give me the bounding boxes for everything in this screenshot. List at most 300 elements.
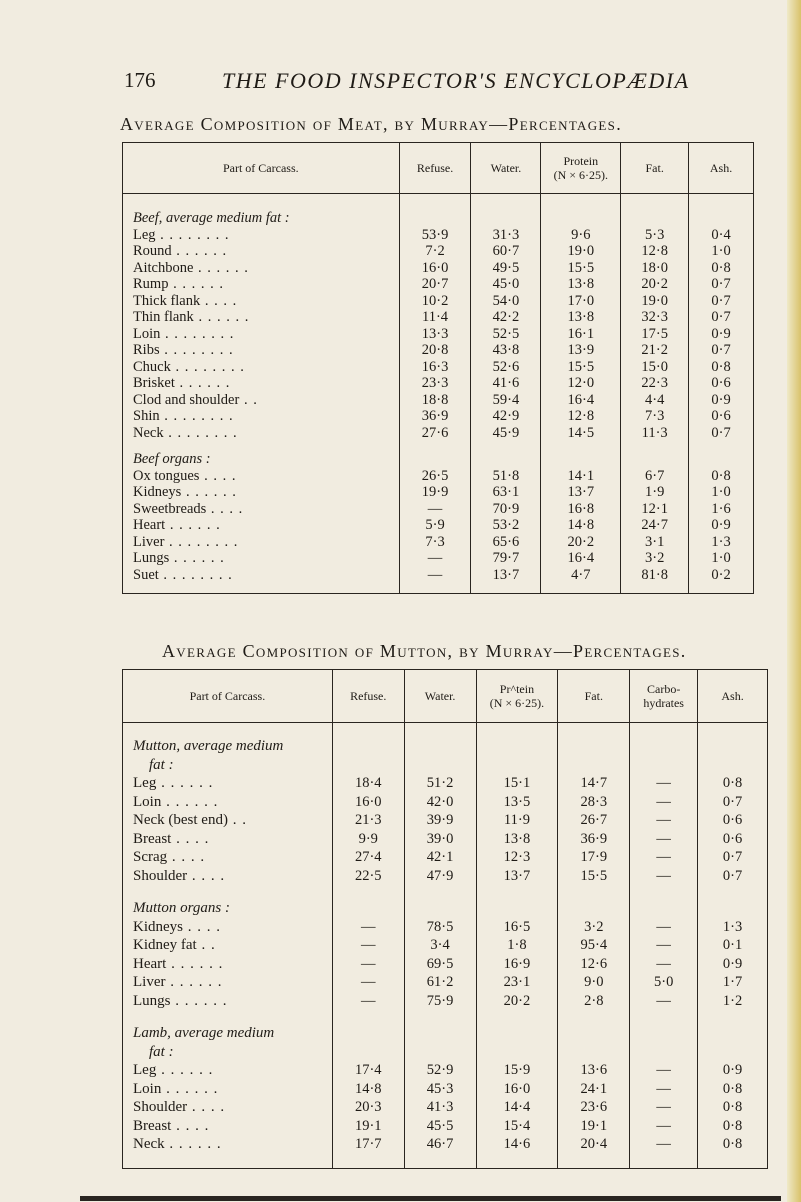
table-cell: 14·7: [558, 774, 630, 793]
col-ash: Ash.: [689, 143, 754, 194]
table-cell: 16·5: [476, 918, 558, 937]
table-cell: 18·8: [399, 392, 471, 409]
row-label: Lamb, average medium: [133, 1025, 275, 1041]
table-cell: 39·9: [404, 811, 476, 830]
table-cell: 42·0: [404, 793, 476, 812]
row-label: Beef organs :: [133, 451, 211, 467]
table-cell: 20·2: [476, 992, 558, 1011]
table-cell: 12·0: [541, 375, 621, 392]
table-row: [123, 955, 768, 974]
row-label: Liver: [133, 533, 165, 550]
table-row: [123, 973, 768, 992]
table-cell: 19·9: [399, 484, 471, 501]
table-cell: —: [630, 918, 698, 937]
table-cell: 15·0: [621, 359, 689, 376]
table-cell: 16·0: [399, 260, 471, 277]
row-label: Mutton, average medium: [133, 738, 284, 754]
table-cell: 2·8: [558, 992, 630, 1011]
col-protein-label: Protein: [563, 154, 599, 168]
table-cell: 22·3: [621, 375, 689, 392]
table-cell: 15·1: [476, 774, 558, 793]
table-cell: 1·6: [689, 501, 754, 518]
row-label-cell: [123, 517, 400, 534]
row-label: Neck: [133, 1136, 165, 1152]
table-cell: —: [630, 992, 698, 1011]
table-cell: 21·2: [621, 342, 689, 359]
leader-dots: . .: [239, 391, 258, 408]
col-protein: [476, 670, 558, 723]
table-cell: 11·9: [476, 811, 558, 830]
row-label-cell: [123, 293, 400, 310]
row-label-cell: [123, 936, 333, 955]
row-label-cell: [123, 501, 400, 518]
col-water: Water.: [404, 670, 476, 723]
table-cell: 0·8: [698, 1098, 768, 1117]
table-cell: 13·5: [476, 793, 558, 812]
table-cell: 0·8: [689, 359, 754, 376]
table-cell: 1·3: [698, 918, 768, 937]
table-cell: 21·3: [332, 811, 404, 830]
table-header-row: [123, 143, 754, 194]
leader-dots: . .: [196, 937, 216, 953]
table-cell: 7·2: [399, 243, 471, 260]
table-cell: 49·5: [471, 260, 541, 277]
row-label-cell: [123, 468, 400, 485]
leader-dots: . . . . . .: [156, 775, 214, 791]
leader-dots: . . . . . .: [166, 955, 224, 972]
table-cell: 3·2: [621, 550, 689, 567]
leader-dots: . . . .: [167, 849, 206, 865]
table-row: [123, 293, 754, 310]
table-cell: 0·9: [689, 517, 754, 534]
row-label-cell: [123, 756, 333, 775]
row-label: Shoulder: [133, 1099, 188, 1115]
leader-dots: . . . .: [199, 467, 237, 484]
row-label-cell: [123, 1043, 333, 1062]
col-refuse: Refuse.: [399, 143, 471, 194]
page-number: 176: [124, 68, 156, 92]
table-cell: 22·5: [332, 867, 404, 886]
row-label: Rump: [133, 276, 169, 292]
table-cell: 14·8: [332, 1080, 404, 1099]
table-cell: 9·9: [332, 830, 404, 849]
table-cell: —: [630, 1061, 698, 1080]
row-label: Kidneys: [133, 918, 183, 935]
table-cell: 5·9: [399, 517, 471, 534]
table-cell: 20·2: [541, 534, 621, 551]
table-cell: 13·8: [476, 830, 558, 849]
table-cell: 16·9: [476, 955, 558, 974]
table-cell: 42·2: [471, 309, 541, 326]
table-cell: 0·6: [689, 408, 754, 425]
beef-composition-table: [122, 142, 754, 594]
table-cell: 16·0: [476, 1080, 558, 1099]
table-cell: 13·8: [541, 276, 621, 293]
table-cell: 65·6: [471, 534, 541, 551]
table-cell: 1·0: [689, 243, 754, 260]
section-heading-row: [123, 1024, 768, 1043]
table-cell: 0·6: [698, 811, 768, 830]
leader-dots: . . . .: [171, 1117, 210, 1134]
table-row: [123, 1135, 768, 1154]
table-cell: 16·0: [332, 793, 404, 812]
row-label-cell: [123, 260, 400, 277]
table-row: [123, 260, 754, 277]
table-cell: 12·8: [621, 243, 689, 260]
row-label-cell: [123, 326, 400, 343]
table-cell: 42·1: [404, 848, 476, 867]
table-cell: 0·8: [698, 774, 768, 793]
leader-dots: . .: [227, 812, 247, 828]
row-label: Ox tongues: [133, 467, 200, 484]
table-cell: —: [630, 774, 698, 793]
table-cell: 0·6: [689, 375, 754, 392]
row-label: Leg: [133, 226, 156, 243]
table-cell: —: [332, 992, 404, 1011]
row-label-cell: [123, 1024, 333, 1043]
row-label-cell: [123, 227, 400, 244]
row-label: Kidneys: [133, 484, 182, 500]
table-cell: 32·3: [621, 309, 689, 326]
row-label: fat :: [149, 756, 174, 773]
section-heading-row: [123, 1043, 768, 1062]
table-cell: 45·9: [471, 425, 541, 442]
table-cell: 1·7: [698, 973, 768, 992]
table-cell: —: [630, 793, 698, 812]
row-label-cell: [123, 359, 400, 376]
table-cell: —: [399, 567, 471, 584]
table-cell: —: [332, 955, 404, 974]
table-cell: 0·7: [689, 276, 754, 293]
row-label: Loin: [133, 325, 161, 342]
row-label-cell: [123, 1061, 333, 1080]
section-heading-row: [123, 737, 768, 756]
table-cell: 11·4: [399, 309, 471, 326]
leader-dots: . . . . . .: [181, 484, 237, 500]
table-cell: 0·7: [698, 867, 768, 886]
leader-dots: . . . .: [200, 292, 238, 309]
table-cell: 43·8: [471, 342, 541, 359]
table-cell: 51·2: [404, 774, 476, 793]
row-label-cell: [123, 534, 400, 551]
table-cell: 18·0: [621, 260, 689, 277]
row-label: Thick flank: [133, 292, 201, 309]
table-cell: 0·7: [689, 309, 754, 326]
table-cell: —: [630, 936, 698, 955]
table-row: [123, 243, 754, 260]
table-cell: 20·7: [399, 276, 471, 293]
table-cell: —: [399, 550, 471, 567]
row-label-cell: [123, 811, 333, 830]
table-cell: 0·9: [698, 1061, 768, 1080]
row-label: Loin: [133, 793, 162, 810]
leader-dots: . . . . . .: [174, 375, 231, 391]
table-cell: 14·1: [541, 468, 621, 485]
table-cell: 1·2: [698, 992, 768, 1011]
table-row: [123, 550, 754, 567]
table-cell: 79·7: [471, 550, 541, 567]
leader-dots: . . . . . .: [156, 1062, 214, 1078]
table-cell: 3·2: [558, 918, 630, 937]
table-cell: 52·5: [471, 326, 541, 343]
table-cell: 6·7: [621, 468, 689, 485]
table-cell: —: [630, 1098, 698, 1117]
table-row: [123, 774, 768, 793]
table-cell: 11·3: [621, 425, 689, 442]
table-cell: —: [630, 867, 698, 886]
table-cell: 16·1: [541, 326, 621, 343]
col-carbo-line1: Carbo-: [647, 682, 681, 696]
table-cell: 53·2: [471, 517, 541, 534]
table-cell: 0·9: [698, 955, 768, 974]
table-row: [123, 830, 768, 849]
table-cell: 24·1: [558, 1080, 630, 1099]
leader-dots: . . . . . . . .: [160, 325, 235, 342]
table-cell: 19·1: [558, 1117, 630, 1136]
row-label-cell: [123, 408, 400, 425]
leader-dots: . . . . . . . .: [163, 424, 238, 441]
row-label: Loin: [133, 1080, 162, 1097]
table-cell: 1·3: [689, 534, 754, 551]
row-label: Round: [133, 243, 172, 259]
bottom-rule: [80, 1196, 781, 1201]
section-heading-row: [123, 210, 754, 227]
table-cell: —: [630, 1117, 698, 1136]
table-row: [123, 1061, 768, 1080]
row-label-cell: [123, 1098, 333, 1117]
leader-dots: . . . .: [206, 500, 244, 517]
row-label-cell: [123, 992, 333, 1011]
row-label-cell: [123, 210, 400, 227]
table-cell: 46·7: [404, 1135, 476, 1154]
table-row: [123, 227, 754, 244]
row-label: Thin flank: [133, 309, 194, 325]
leader-dots: . . . . . . . .: [170, 358, 245, 375]
row-label-cell: [123, 973, 333, 992]
table-cell: 20·4: [558, 1135, 630, 1154]
table-cell: 13·7: [471, 567, 541, 584]
table-cell: 75·9: [404, 992, 476, 1011]
table-cell: 14·4: [476, 1098, 558, 1117]
row-label-cell: [123, 899, 333, 918]
table-row: [123, 811, 768, 830]
table-cell: —: [630, 848, 698, 867]
table-cell: 20·8: [399, 342, 471, 359]
col-fat: Fat.: [621, 143, 689, 194]
row-label: Neck: [133, 424, 164, 441]
leader-dots: . . . . . .: [168, 276, 224, 292]
table-cell: —: [399, 501, 471, 518]
table-cell: 51·8: [471, 468, 541, 485]
leader-dots: . . . . . . . .: [159, 408, 234, 424]
col-ash: Ash.: [698, 670, 768, 723]
table-row: [123, 867, 768, 886]
table-cell: 23·6: [558, 1098, 630, 1117]
leader-dots: . . . .: [187, 1099, 226, 1115]
col-carbo-line2: hydrates: [643, 696, 684, 710]
table-row: [123, 392, 754, 409]
table-cell: 20·3: [332, 1098, 404, 1117]
leader-dots: . . . .: [187, 867, 226, 884]
table-cell: 52·6: [471, 359, 541, 376]
mutton-table-body: [123, 723, 768, 1169]
table-cell: 28·3: [558, 793, 630, 812]
row-label: Aitchbone: [133, 259, 194, 276]
table-cell: —: [630, 1135, 698, 1154]
table-cell: 24·7: [621, 517, 689, 534]
table-cell: 15·5: [541, 260, 621, 277]
row-label: Liver: [133, 974, 166, 990]
col-protein: [541, 143, 621, 194]
row-label: Breast: [133, 1117, 172, 1134]
running-title: THE FOOD INSPECTOR'S ENCYCLOPÆDIA: [222, 68, 690, 93]
row-label-cell: [123, 867, 333, 886]
table-cell: —: [332, 973, 404, 992]
row-label: Lungs: [133, 550, 170, 566]
table-cell: 0·8: [689, 468, 754, 485]
table-cell: 1·9: [621, 484, 689, 501]
row-label: Shin: [133, 408, 160, 424]
row-label-cell: [123, 918, 333, 937]
table-row: [123, 992, 768, 1011]
table-cell: 36·9: [399, 408, 471, 425]
table-cell: 20·2: [621, 276, 689, 293]
table-cell: 1·8: [476, 936, 558, 955]
table-cell: 53·9: [399, 227, 471, 244]
table-cell: 13·3: [399, 326, 471, 343]
table-cell: 39·0: [404, 830, 476, 849]
table-row: [123, 375, 754, 392]
table-row: [123, 918, 768, 937]
table-cell: 7·3: [621, 408, 689, 425]
table-row: [123, 567, 754, 584]
table-cell: 1·0: [689, 484, 754, 501]
leader-dots: . . . . . .: [165, 517, 221, 533]
table-cell: 0·4: [689, 227, 754, 244]
leader-dots: . . . . . .: [193, 309, 250, 325]
beef-table-body: [123, 194, 754, 594]
table-cell: 12·8: [541, 408, 621, 425]
page-edge: [787, 0, 801, 1202]
table-cell: 0·8: [689, 260, 754, 277]
table-cell: 70·9: [471, 501, 541, 518]
table-cell: 23·3: [399, 375, 471, 392]
section-heading-row: [123, 899, 768, 918]
table-row: [123, 848, 768, 867]
table-cell: 16·8: [541, 501, 621, 518]
row-label: Kidney fat: [133, 937, 197, 953]
row-label: Scrag: [133, 849, 168, 865]
col-protein-factor: (N × 6·25).: [489, 696, 545, 710]
row-label: Brisket: [133, 375, 175, 391]
table-cell: 31·3: [471, 227, 541, 244]
row-label: Beef, average medium fat :: [133, 210, 290, 226]
table-cell: 0·9: [689, 392, 754, 409]
table-row: [123, 793, 768, 812]
mutton-table-caption: Average Composition of Mutton, by Murray—Percentages.: [162, 641, 687, 661]
table-cell: 69·5: [404, 955, 476, 974]
table-cell: 13·7: [541, 484, 621, 501]
col-carbohydrates: [630, 670, 698, 723]
row-label: Breast: [133, 830, 172, 847]
table-cell: —: [630, 830, 698, 849]
table-row: [123, 1080, 768, 1099]
table-row: [123, 408, 754, 425]
table-cell: 42·9: [471, 408, 541, 425]
table-cell: 0·7: [689, 342, 754, 359]
table-cell: 45·0: [471, 276, 541, 293]
section-heading-row: [123, 451, 754, 468]
leader-dots: . . . . . .: [161, 793, 219, 810]
table-cell: 13·8: [541, 309, 621, 326]
leader-dots: . . . . . .: [170, 992, 228, 1009]
col-protein-factor: (N × 6·25).: [553, 168, 608, 182]
row-label-cell: [123, 484, 400, 501]
running-header: [0, 68, 801, 108]
row-label: Lungs: [133, 992, 171, 1009]
table-cell: 14·5: [541, 425, 621, 442]
row-label: Suet: [133, 566, 159, 583]
table-row: [123, 342, 754, 359]
table-cell: 52·9: [404, 1061, 476, 1080]
mutton-composition-table: [122, 669, 768, 1169]
row-label-cell: [123, 955, 333, 974]
table-cell: 10·2: [399, 293, 471, 310]
table-cell: 13·9: [541, 342, 621, 359]
leader-dots: . . . . . .: [171, 243, 228, 259]
table-cell: 12·3: [476, 848, 558, 867]
row-label-cell: [123, 1117, 333, 1136]
col-protein-label: Pr^tein: [499, 682, 535, 696]
table-cell: 0·8: [698, 1080, 768, 1099]
col-water: Water.: [471, 143, 541, 194]
table-cell: 13·6: [558, 1061, 630, 1080]
table-row: [123, 534, 754, 551]
table-cell: 3·1: [621, 534, 689, 551]
table-row: [123, 1117, 768, 1136]
table-cell: 0·6: [698, 830, 768, 849]
row-label: Leg: [133, 775, 157, 791]
leader-dots: . . . . . . . .: [158, 566, 233, 583]
table-cell: —: [630, 955, 698, 974]
row-label-cell: [123, 774, 333, 793]
leader-dots: . . . .: [183, 918, 221, 935]
table-cell: 0·8: [698, 1117, 768, 1136]
row-label: Heart: [133, 517, 166, 533]
row-label: Ribs: [133, 342, 160, 358]
table-cell: 0·8: [698, 1135, 768, 1154]
table-cell: 17·7: [332, 1135, 404, 1154]
table-cell: 54·0: [471, 293, 541, 310]
table-row: [123, 484, 754, 501]
leader-dots: . . . . . . . .: [159, 342, 234, 358]
table-cell: 0·1: [698, 936, 768, 955]
table-cell: 60·7: [471, 243, 541, 260]
table-cell: 17·5: [621, 326, 689, 343]
leader-dots: . . . .: [171, 830, 210, 847]
table-cell: 47·9: [404, 867, 476, 886]
table-cell: 3·4: [404, 936, 476, 955]
table-row: [123, 936, 768, 955]
row-label: Mutton organs :: [133, 900, 230, 916]
table-cell: 19·0: [541, 243, 621, 260]
col-fat: Fat.: [558, 670, 630, 723]
table-cell: 12·1: [621, 501, 689, 518]
table-cell: 15·9: [476, 1061, 558, 1080]
col-part: Part of Carcass.: [123, 670, 333, 723]
table-cell: 23·1: [476, 973, 558, 992]
table-row: [123, 1098, 768, 1117]
